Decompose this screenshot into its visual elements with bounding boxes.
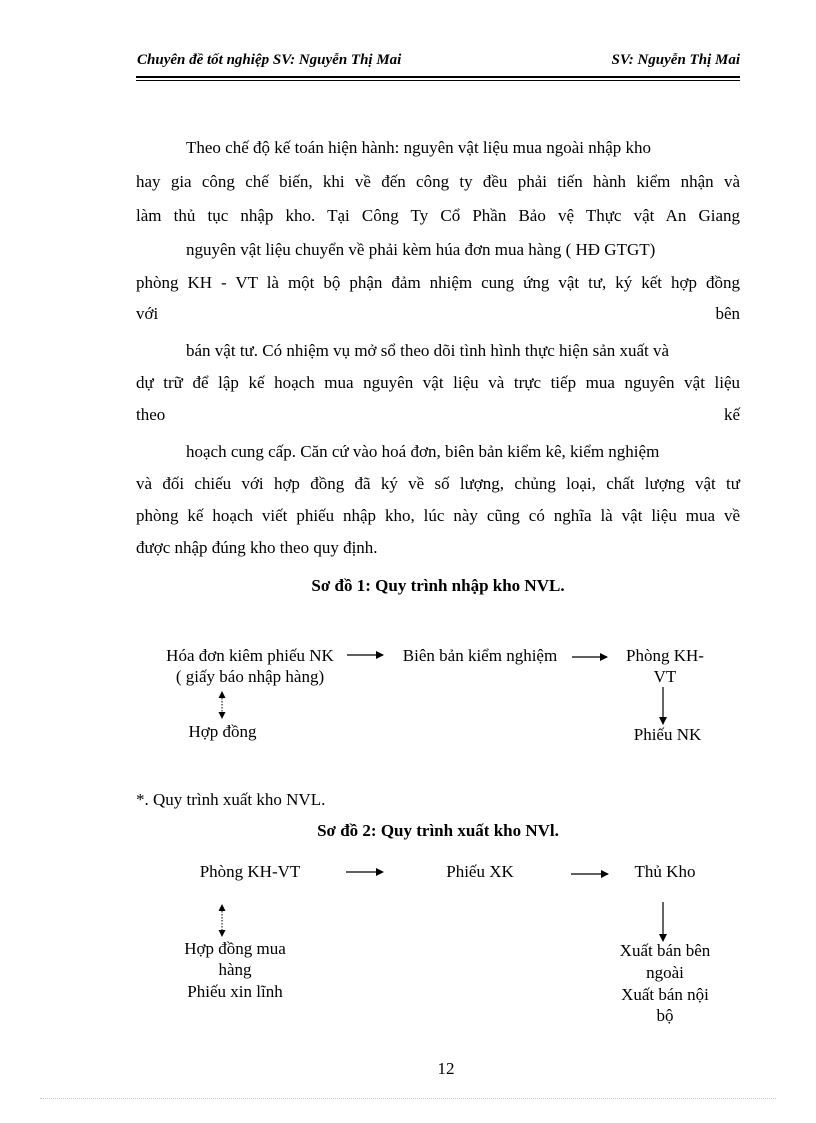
- diagram-2-node-contract: Hợp đồng mua: [184, 939, 286, 958]
- paragraph-line: với: [136, 304, 159, 323]
- diagram-1-node-invoice: Hóa đơn kiêm phiếu NK: [166, 646, 334, 665]
- page-number: 12: [437, 1059, 455, 1078]
- diagram-1-node-receipt: Phiếu NK: [633, 725, 702, 744]
- paragraph-line: Theo chế độ kế toán hiện hành: nguyên vật liệu mua ngoài nhập kho: [186, 138, 652, 157]
- paragraph-line: phòng kế hoạch viết phiếu nhập kho, lúc này cũng có nghĩa là vật liệu mua về: [136, 506, 740, 525]
- header-left-text: Chuyên đề tốt nghiệp SV: Nguyễn Thị Mai: [137, 52, 402, 68]
- diagram-1-title: Sơ đồ 1: Quy trình nhập kho NVL.: [311, 576, 565, 595]
- diagram-2-node-issue: Phiếu XK: [446, 862, 514, 881]
- paragraph-line: bên: [715, 304, 740, 323]
- diagram-2-node-sale-out: ngoài: [646, 963, 684, 982]
- diagram-1-node-contract: Hợp đồng: [188, 722, 257, 741]
- export-process-intro: *. Quy trình xuất kho NVL.: [136, 790, 326, 809]
- diagram-2-node-sale-out: Xuất bán bên: [619, 941, 711, 960]
- diagram-1-node-dept: VT: [653, 667, 677, 686]
- paragraph-line: theo: [136, 405, 166, 424]
- diagram-1-node-dept: Phòng KH-: [626, 646, 704, 665]
- paragraph-line: được nhập đúng kho theo quy định.: [136, 538, 378, 557]
- paragraph-line: bán vật tư. Có nhiệm vụ mở sổ theo dõi tình hình thực hiện sản xuất và: [186, 341, 670, 360]
- paragraph-line: và đối chiếu với hợp đồng đã ký về số lượng, chủng loại, chất lượng vật tư: [136, 474, 740, 493]
- diagram-1-node-minutes: Biên bản kiểm nghiệm: [402, 646, 558, 665]
- diagram-2-node-sale-in: Xuất bán nội: [621, 985, 709, 1004]
- paragraph-line: làm thủ tục nhập kho. Tại Công Ty Cổ Phần Bảo vệ Thực vật An Giang: [136, 206, 740, 225]
- diagram-1-node-invoice-sub: ( giấy báo nhập hàng): [175, 667, 325, 686]
- diagram-2-title: Sơ đồ 2: Quy trình xuất kho NVl.: [317, 821, 559, 840]
- header-right-text: SV: Nguyễn Thị Mai: [611, 52, 740, 68]
- diagram-2-node-keeper: Thủ Kho: [634, 862, 696, 881]
- paragraph-line: kế: [723, 405, 740, 424]
- paragraph-line: nguyên vật liệu chuyển về phải kèm húa đơn mua hàng ( HĐ GTGT): [186, 240, 656, 259]
- paragraph-line: hoạch cung cấp. Căn cứ vào hoá đơn, biên bản kiểm kê, kiểm nghiệm: [186, 442, 660, 461]
- diagram-2-node-contract: hàng: [218, 960, 252, 979]
- paragraph-line: dự trữ để lập kế hoạch mua nguyên vật liệu và trực tiếp mua nguyên vật liệu: [136, 373, 740, 392]
- paragraph-line: hay gia công chế biến, khi về đến công ty đều phải tiến hành kiểm nhận và: [136, 172, 740, 191]
- diagram-2-node-sale-in: bộ: [656, 1006, 674, 1025]
- paragraph-line: phòng KH - VT là một bộ phận đảm nhiệm cung ứng vật tư, ký kết hợp đồng: [136, 273, 740, 292]
- diagram-2-node-request: Phiếu xin lĩnh: [187, 982, 283, 1001]
- diagram-2-node-dept: Phòng KH-VT: [199, 862, 301, 881]
- page-bottom-border: [40, 1098, 776, 1099]
